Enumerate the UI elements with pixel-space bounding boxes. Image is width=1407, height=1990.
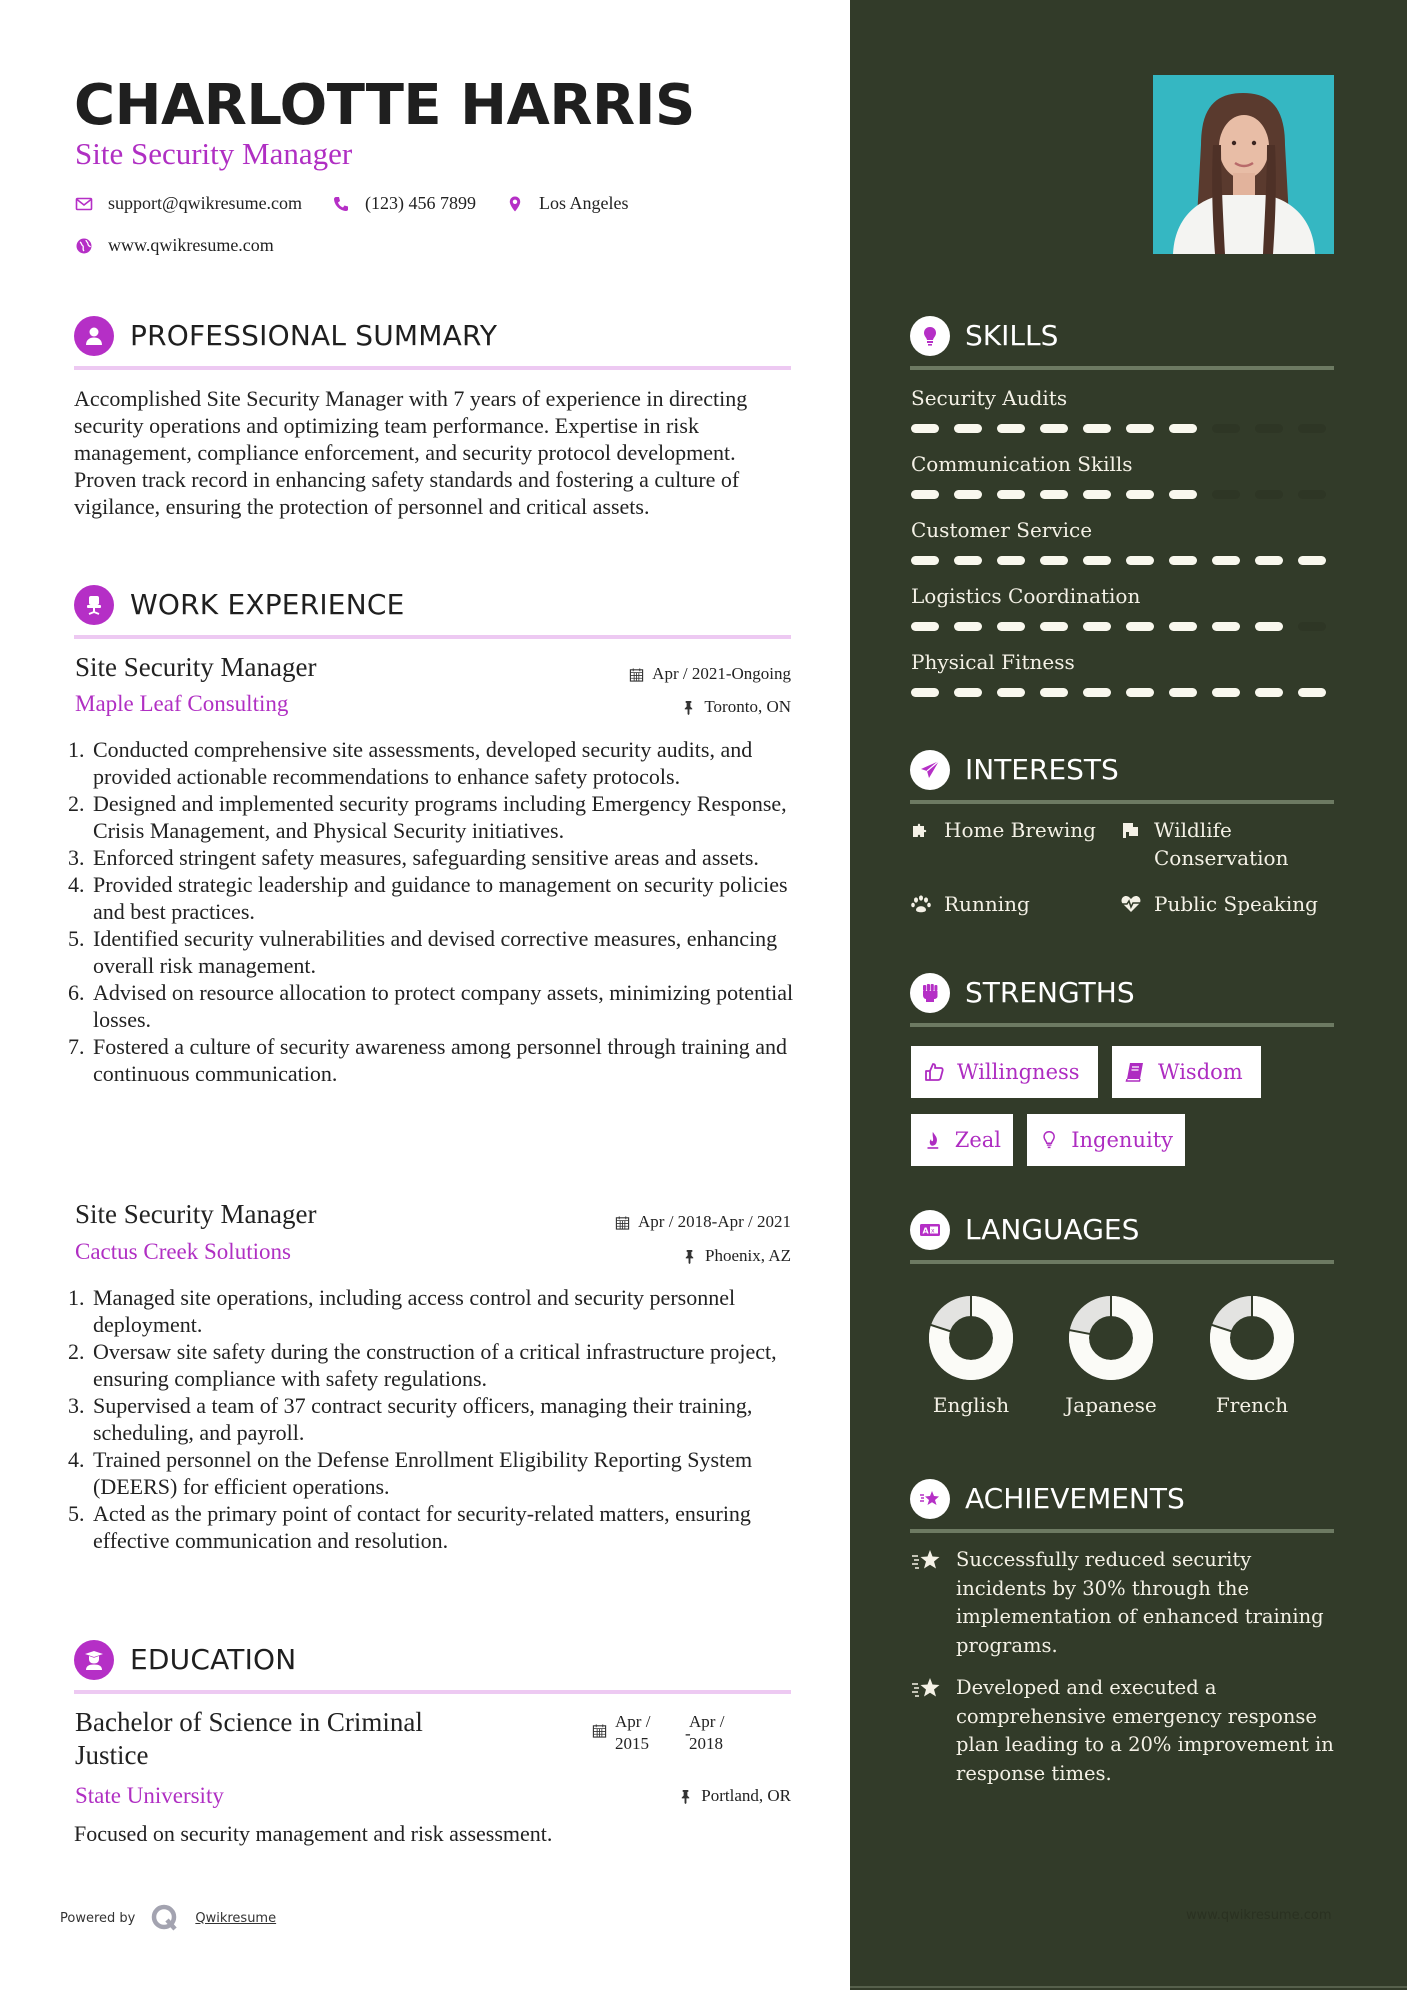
summary-text: Accomplished Site Security Manager with 7 years of experience in directing security operations and optimizing team performance. Expertise in risk management, compliance enforcement, and security protocol development. Proven track record in enhancing safety standards and fostering a culture of vigilance, ensuring the protection of personnel and critical assets. xyxy=(74,386,748,519)
skill-dash-filled xyxy=(1298,556,1326,565)
job-company: Cactus Creek Solutions xyxy=(75,1239,291,1264)
calendar-icon xyxy=(592,1723,607,1738)
job-title: Site Security Manager xyxy=(75,1199,317,1229)
graduate-icon xyxy=(74,1640,114,1680)
skill-dash-filled xyxy=(1169,490,1197,499)
skill-meter xyxy=(911,424,1335,434)
section-header-achievements xyxy=(910,1479,1334,1529)
website-text: www.qwikresume.com xyxy=(108,235,274,255)
skill-dash-filled xyxy=(1040,622,1068,631)
shooting-star-icon xyxy=(910,1676,942,1702)
section-divider xyxy=(74,1690,791,1694)
skill-dash-filled xyxy=(1040,688,1068,697)
powered-by-footer: Powered by Qwikresume xyxy=(60,1902,276,1934)
skill-dash-filled xyxy=(1083,490,1111,499)
skill-dash-filled xyxy=(997,490,1025,499)
email-text: support@qwikresume.com xyxy=(108,193,303,213)
section-header-summary xyxy=(74,316,791,366)
list-item: 6. Advised on resource allocation to protect company assets, minimizing potential losses. xyxy=(68,980,794,1032)
skill-name: Logistics Coordination xyxy=(911,584,1141,608)
skill-dash-filled xyxy=(911,424,939,433)
skill-dash-filled xyxy=(954,622,982,631)
contact-phone[interactable] xyxy=(332,193,476,214)
job-title: Site Security Manager xyxy=(75,652,317,682)
skill-dash-empty xyxy=(1212,424,1240,433)
qwikresume-logo-icon xyxy=(149,1902,181,1934)
skill-dash-filled xyxy=(911,556,939,565)
education-start: Apr / 2015 xyxy=(615,1712,651,1753)
list-item: 1. Managed site operations, including access control and security personnel deployment. xyxy=(68,1285,736,1337)
office-chair-icon xyxy=(74,585,114,625)
section-title: STRENGTHS xyxy=(965,976,1135,1009)
lightbulb-outline-icon xyxy=(1039,1129,1059,1151)
flame-icon xyxy=(923,1129,943,1151)
shooting-star-icon xyxy=(910,1548,942,1574)
language-item: French xyxy=(1197,1296,1307,1418)
education-description: Focused on security management and risk assessment. xyxy=(74,1821,553,1846)
section-divider xyxy=(910,366,1334,370)
job-dates: Apr / 2021-Ongoing xyxy=(629,663,791,685)
section-header-interests xyxy=(910,750,1334,800)
job-location: Toronto, ON xyxy=(681,696,791,718)
skill-dash-filled xyxy=(1040,490,1068,499)
skill-dash-filled xyxy=(1169,622,1197,631)
paw-icon xyxy=(910,893,932,915)
job-company: Maple Leaf Consulting xyxy=(75,691,289,716)
skill-dash-filled xyxy=(954,556,982,565)
education-end: Apr / 2018 xyxy=(689,1712,725,1753)
calendar-icon xyxy=(615,1215,630,1230)
thumbs-up-icon xyxy=(923,1061,945,1083)
skill-dash-empty xyxy=(1298,424,1326,433)
list-item: 2. Designed and implemented security programs including Emergency Response, Crisis Management, and Physical Security initiatives. xyxy=(68,791,787,843)
skill-dash-filled xyxy=(911,688,939,697)
skill-dash-filled xyxy=(1083,424,1111,433)
skill-dash-filled xyxy=(1255,622,1283,631)
list-item: 3. Enforced stringent safety measures, safeguarding sensitive areas and assets. xyxy=(68,845,759,870)
skill-dash-filled xyxy=(1126,556,1154,565)
skill-meter xyxy=(911,556,1335,566)
achievement-item: Successfully reduced security incidents by 30% through the implementation of enhanced training programs. xyxy=(910,1546,1335,1660)
list-item: 2. Oversaw site safety during the construction of a critical infrastructure project, ensuring compliance with safety regulations. xyxy=(68,1339,777,1391)
strength-chip: Wisdom xyxy=(1112,1046,1261,1098)
section-divider xyxy=(74,366,791,370)
section-divider xyxy=(74,635,791,639)
calendar-icon xyxy=(629,667,644,682)
skill-name: Security Audits xyxy=(911,386,1068,410)
section-header-strengths xyxy=(910,973,1334,1023)
skill-dash-filled xyxy=(1255,556,1283,565)
skill-dash-filled xyxy=(1255,688,1283,697)
list-item: 4. Trained personnel on the Defense Enrollment Eligibility Reporting System (DEERS) for efficient operations. xyxy=(68,1447,753,1499)
list-item: 4. Provided strategic leadership and guidance to management on security policies and best practices. xyxy=(68,872,788,924)
skill-dash-filled xyxy=(1126,424,1154,433)
location-text: Los Angeles xyxy=(539,193,629,213)
contact-location xyxy=(506,193,629,214)
list-item: 7. Fostered a culture of security awareness among personnel through training and continuous communication. xyxy=(68,1034,788,1086)
lightbulb-icon xyxy=(910,316,950,356)
skill-dash-filled xyxy=(1169,424,1197,433)
skill-dash-filled xyxy=(1126,622,1154,631)
qwikresume-link[interactable]: Qwikresume xyxy=(195,1910,277,1926)
skill-dash-filled xyxy=(1126,490,1154,499)
section-header-skills xyxy=(910,316,1334,366)
skill-dash-filled xyxy=(1212,622,1240,631)
interest-item: Running xyxy=(910,890,1030,918)
section-title: EDUCATION xyxy=(130,1643,297,1676)
skill-dash-filled xyxy=(954,688,982,697)
pushpin-icon xyxy=(681,700,696,715)
profile-photo xyxy=(1153,75,1334,254)
list-item: 3. Supervised a team of 37 contract security officers, managing their training, scheduling, and payroll. xyxy=(68,1393,753,1445)
section-divider xyxy=(910,800,1334,804)
achievement-item: Developed and executed a comprehensive emergency response plan leading to a 20% improvement in response times. xyxy=(910,1674,1335,1788)
strength-chip: Ingenuity xyxy=(1027,1114,1185,1166)
svg-text:x: x xyxy=(931,1227,935,1235)
language-donut xyxy=(1210,1296,1294,1380)
map-pin-icon xyxy=(506,195,524,213)
education-location: Portland, OR xyxy=(678,1785,791,1807)
language-item: English xyxy=(916,1296,1026,1418)
skill-dash-filled xyxy=(911,622,939,631)
envelope-icon xyxy=(75,195,93,213)
svg-text:A: A xyxy=(922,1226,929,1236)
skill-dash-filled xyxy=(1169,556,1197,565)
section-title: WORK EXPERIENCE xyxy=(130,588,405,621)
skill-dash-filled xyxy=(954,424,982,433)
job-location: Phoenix, AZ xyxy=(682,1245,791,1267)
interest-item: Public Speaking xyxy=(1120,890,1318,918)
skill-dash-filled xyxy=(1212,688,1240,697)
skill-dash-filled xyxy=(1083,688,1111,697)
fist-icon xyxy=(910,973,950,1013)
section-title: LANGUAGES xyxy=(965,1213,1140,1246)
section-divider xyxy=(910,1529,1334,1533)
section-divider xyxy=(910,1260,1334,1264)
pushpin-icon xyxy=(678,1789,693,1804)
section-header-education xyxy=(74,1640,791,1690)
list-item: 1. Conducted comprehensive site assessments, developed security audits, and provided actionable recommendations to enhance safety protocols. xyxy=(68,737,753,789)
degree-title: Bachelor of Science in Criminal Justice xyxy=(75,1707,423,1770)
skill-dash-filled xyxy=(1212,556,1240,565)
school-name: State University xyxy=(75,1783,224,1808)
puzzle-icon xyxy=(910,819,932,841)
skill-dash-filled xyxy=(1083,556,1111,565)
job-bullets xyxy=(68,1284,798,1554)
language-item: Japanese xyxy=(1056,1296,1166,1418)
skill-dash-filled xyxy=(954,490,982,499)
pushpin-icon xyxy=(682,1249,697,1264)
skill-dash-empty xyxy=(1212,490,1240,499)
book-icon xyxy=(1124,1061,1146,1083)
contact-row-primary xyxy=(75,193,641,214)
paper-plane-icon xyxy=(910,750,950,790)
heartbeat-icon xyxy=(1120,893,1142,915)
skill-name: Customer Service xyxy=(911,518,1093,542)
contact-email[interactable] xyxy=(75,193,302,214)
phone-text: (123) 456 7899 xyxy=(365,193,477,213)
skill-dash-filled xyxy=(997,622,1025,631)
skill-dash-filled xyxy=(1040,424,1068,433)
flag-icon xyxy=(1120,819,1142,841)
bottom-divider xyxy=(850,1986,1407,1988)
interest-item: Wildlife Conservation xyxy=(1120,816,1288,872)
skill-dash-filled xyxy=(1298,688,1326,697)
skill-dash-filled xyxy=(1126,688,1154,697)
translate-icon xyxy=(910,1210,950,1250)
skill-dash-filled xyxy=(997,424,1025,433)
list-item: 5. Acted as the primary point of contact for security-related matters, ensuring effective communication and resolution. xyxy=(68,1501,751,1553)
job-dates: Apr / 2018-Apr / 2021 xyxy=(615,1211,791,1233)
contact-row-secondary xyxy=(75,235,286,256)
watermark-url: www.qwikresume.com xyxy=(1186,1908,1332,1923)
skill-name: Communication Skills xyxy=(911,452,1133,476)
skill-dash-filled xyxy=(1040,556,1068,565)
candidate-role: Site Security Manager xyxy=(75,136,353,171)
skill-meter xyxy=(911,490,1335,500)
section-divider xyxy=(910,1023,1334,1027)
skill-dash-empty xyxy=(1255,490,1283,499)
education-dates: Apr / 2015 - Apr / 2018 xyxy=(592,1711,724,1755)
user-icon xyxy=(74,316,114,356)
skill-dash-empty xyxy=(1255,424,1283,433)
strength-chip: Zeal xyxy=(911,1114,1013,1166)
skill-meter xyxy=(911,622,1335,632)
globe-icon xyxy=(75,237,93,255)
skill-meter xyxy=(911,688,1335,698)
section-header-languages xyxy=(910,1210,1334,1260)
candidate-name: CHARLOTTE HARRIS xyxy=(74,73,695,138)
contact-website[interactable] xyxy=(75,235,274,256)
strength-chip: Willingness xyxy=(911,1046,1098,1098)
skill-name: Physical Fitness xyxy=(911,650,1075,674)
section-header-experience xyxy=(74,585,791,635)
language-donut xyxy=(1069,1296,1153,1380)
skill-dash-filled xyxy=(1169,688,1197,697)
section-title: INTERESTS xyxy=(965,753,1119,786)
section-title: PROFESSIONAL SUMMARY xyxy=(130,319,498,352)
skill-dash-empty xyxy=(1298,490,1326,499)
language-donut xyxy=(929,1296,1013,1380)
skill-dash-filled xyxy=(1083,622,1111,631)
list-item: 5. Identified security vulnerabilities and devised corrective measures, enhancing overall risk management. xyxy=(68,926,778,978)
section-title: ACHIEVEMENTS xyxy=(965,1482,1185,1515)
skill-dash-empty xyxy=(1298,622,1326,631)
section-title: SKILLS xyxy=(965,319,1059,352)
skill-dash-filled xyxy=(997,556,1025,565)
job-bullets xyxy=(68,736,798,1087)
interest-item: Home Brewing xyxy=(910,816,1096,844)
skill-dash-filled xyxy=(997,688,1025,697)
star-icon xyxy=(910,1479,950,1519)
skill-dash-filled xyxy=(911,490,939,499)
phone-icon xyxy=(332,195,350,213)
